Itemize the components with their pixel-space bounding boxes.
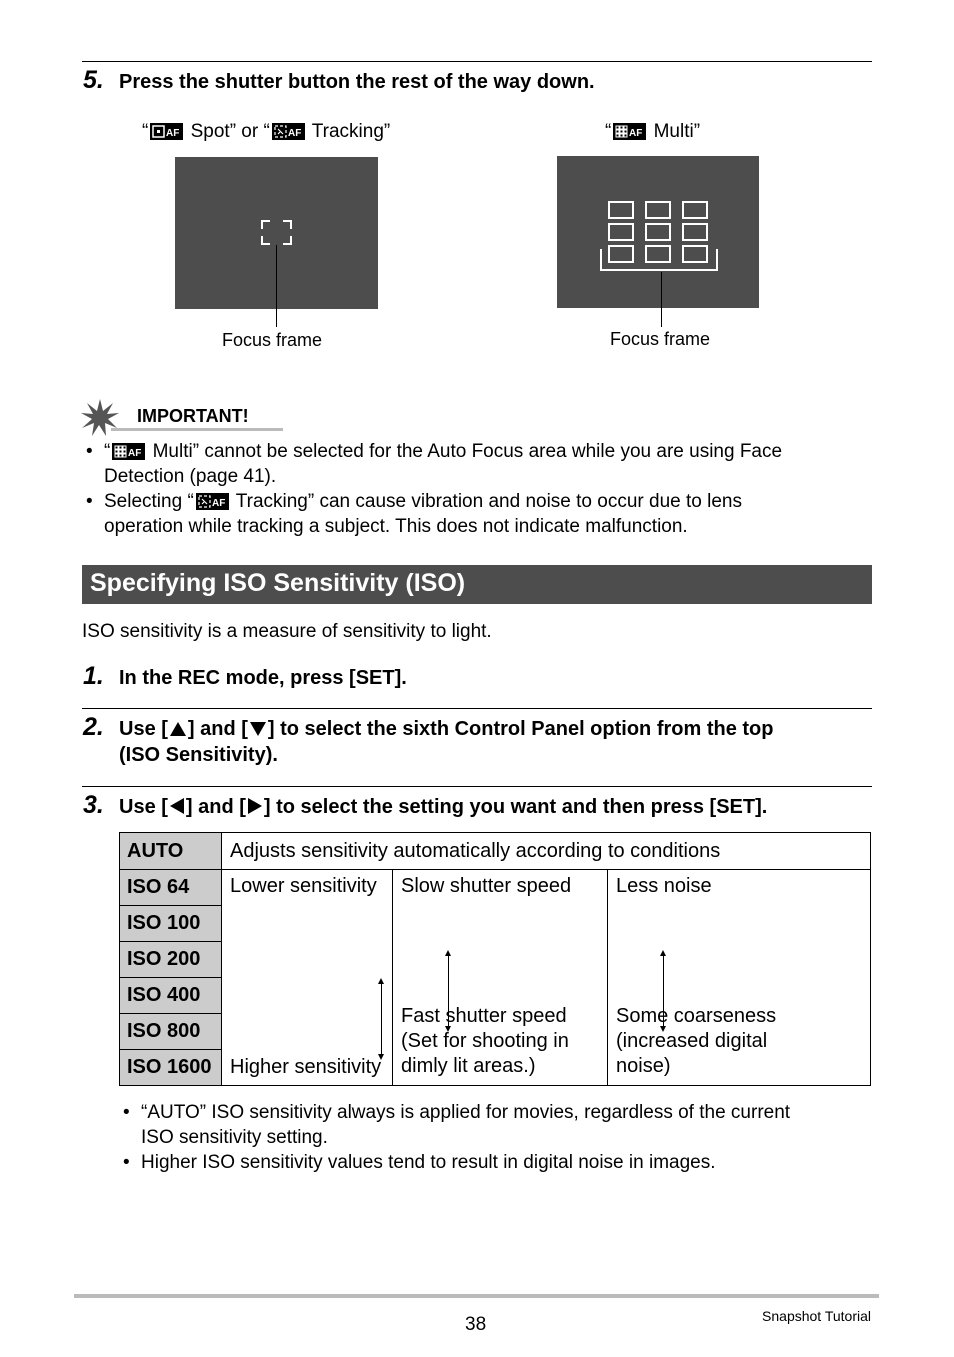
bullet-2-start: Selecting “: [104, 491, 194, 512]
tracking-label: Tracking”: [306, 121, 391, 142]
note-1-text: [141, 1100, 881, 1150]
shutter-column: [393, 870, 608, 1086]
note-1-line-2: ISO sensitivity setting.: [141, 1127, 328, 1148]
important-title: IMPORTANT!: [137, 406, 249, 426]
multi-af-icon: [112, 443, 145, 460]
left-triangle-icon: [170, 798, 184, 814]
step-2-text: [119, 716, 879, 768]
iso-key: ISO 800: [120, 1014, 222, 1050]
step-3-part-b: ] and [: [185, 796, 246, 818]
iso-table: [119, 832, 871, 1086]
col1-top: Lower sensitivity: [230, 875, 377, 897]
col2-top: Slow shutter speed: [401, 875, 572, 897]
footer-rule: [74, 1294, 879, 1298]
step-2-number: 2.: [83, 713, 104, 741]
bullet-1-line-2: Detection (page 41).: [104, 466, 277, 487]
page-number: 38: [465, 1314, 487, 1335]
multi-bracket: [557, 156, 759, 308]
left-figure-caption: [142, 121, 390, 143]
important-bullet-2-text: [104, 489, 884, 539]
important-bullet-1: •: [86, 441, 93, 462]
col3-bottom-line: (increased digital: [616, 1030, 768, 1052]
col3-bottom: [616, 1004, 776, 1079]
iso-key: ISO 64: [120, 870, 222, 906]
col1-bottom: Higher sensitivity: [230, 1056, 382, 1078]
top-rule: [82, 61, 872, 62]
quote-open: “: [605, 121, 612, 142]
spot-label: Spot” or “: [185, 121, 270, 142]
table-row: [120, 870, 871, 906]
col3-bottom-line: noise): [616, 1055, 671, 1077]
right-focus-pointer: [661, 272, 662, 327]
iso-key: ISO 100: [120, 906, 222, 942]
important-bullet-2: •: [86, 491, 93, 512]
right-focus-frame-label: Focus frame: [610, 329, 711, 349]
step-1-number: 1.: [83, 662, 104, 690]
right-triangle-icon: [248, 798, 262, 814]
tracking-af-icon: [272, 123, 305, 140]
step-5-text: Press the shutter button the rest of the way down.: [119, 71, 595, 93]
left-focus-frame-label: Focus frame: [222, 330, 323, 350]
col2-bottom-line: Fast shutter speed: [401, 1005, 567, 1027]
tracking-af-icon: [196, 493, 229, 510]
important-underline: [111, 428, 283, 431]
important-burst-icon: [80, 398, 120, 438]
multi-af-icon: [613, 123, 646, 140]
spot-af-icon: [150, 123, 183, 140]
col2-bottom: [401, 1004, 569, 1079]
important-bullet-1-text: [104, 439, 884, 489]
note-bullet-1: •: [123, 1102, 130, 1123]
sensitivity-column: [222, 870, 393, 1086]
up-triangle-icon: [170, 722, 186, 736]
iso-key: ISO 1600: [120, 1050, 222, 1086]
step-2-line-2: (ISO Sensitivity).: [119, 744, 278, 766]
note-1-line-1: “AUTO” ISO sensitivity always is applied for movies, regardless of the current: [141, 1102, 791, 1123]
section-intro: ISO sensitivity is a measure of sensitivity to light.: [82, 621, 492, 642]
step-3-part-c: ] to select the setting you want and then press [SET].: [263, 796, 768, 818]
quote-open: “: [142, 121, 149, 142]
iso-auto-description: Adjusts sensitivity automatically according to conditions: [222, 833, 871, 870]
bullet-2-line-2: operation while tracking a subject. This does not indicate malfunction.: [104, 516, 688, 537]
step-3-part-a: Use [: [119, 796, 168, 818]
col3-top: Less noise: [616, 875, 712, 897]
note-2-text: Higher ISO sensitivity values tend to result in digital noise in images.: [141, 1152, 716, 1173]
down-triangle-icon: [250, 722, 266, 736]
col3-bottom-line: Some coarseness: [616, 1005, 777, 1027]
note-bullet-2: •: [123, 1152, 130, 1173]
bullet-2-rest: Tracking” can cause vibration and noise to occur due to lens: [230, 491, 742, 512]
iso-key: ISO 400: [120, 978, 222, 1014]
multi-label: Multi”: [648, 121, 701, 142]
step-2-part-c: ] to select the sixth Control Panel option from the top: [267, 718, 774, 740]
footer-section-name: Snapshot Tutorial: [762, 1308, 871, 1324]
step-1-text: In the REC mode, press [SET].: [119, 667, 407, 689]
multi-focus-screen: [557, 156, 759, 308]
col2-bottom-line: dimly lit areas.): [401, 1055, 536, 1077]
step-3-number: 3.: [83, 791, 104, 819]
step-3-text: [119, 794, 767, 820]
bullet-1-rest: Multi” cannot be selected for the Auto Focus area while you are using Face: [147, 441, 783, 462]
step-divider: [82, 708, 872, 709]
svg-text:AF: AF: [629, 128, 643, 139]
step-2-part-b: ] and [: [187, 718, 248, 740]
iso-key-auto: AUTO: [120, 833, 222, 870]
table-row: [120, 833, 871, 870]
col2-bottom-line: (Set for shooting in: [401, 1030, 569, 1052]
right-figure-caption: [605, 121, 700, 143]
svg-text:AF: AF: [166, 128, 180, 139]
noise-column: [608, 870, 871, 1086]
svg-text:AF: AF: [211, 498, 226, 509]
quote-open: “: [104, 441, 111, 462]
step-5-number: 5.: [83, 66, 104, 94]
step-divider: [82, 786, 872, 787]
section-title: Specifying ISO Sensitivity (ISO): [90, 569, 466, 597]
step-2-part-a: Use [: [119, 718, 168, 740]
iso-key: ISO 200: [120, 942, 222, 978]
double-arrow-icon: [381, 983, 382, 1055]
left-focus-pointer: [276, 245, 277, 327]
svg-text:AF: AF: [128, 448, 142, 459]
svg-text:AF: AF: [287, 128, 302, 139]
